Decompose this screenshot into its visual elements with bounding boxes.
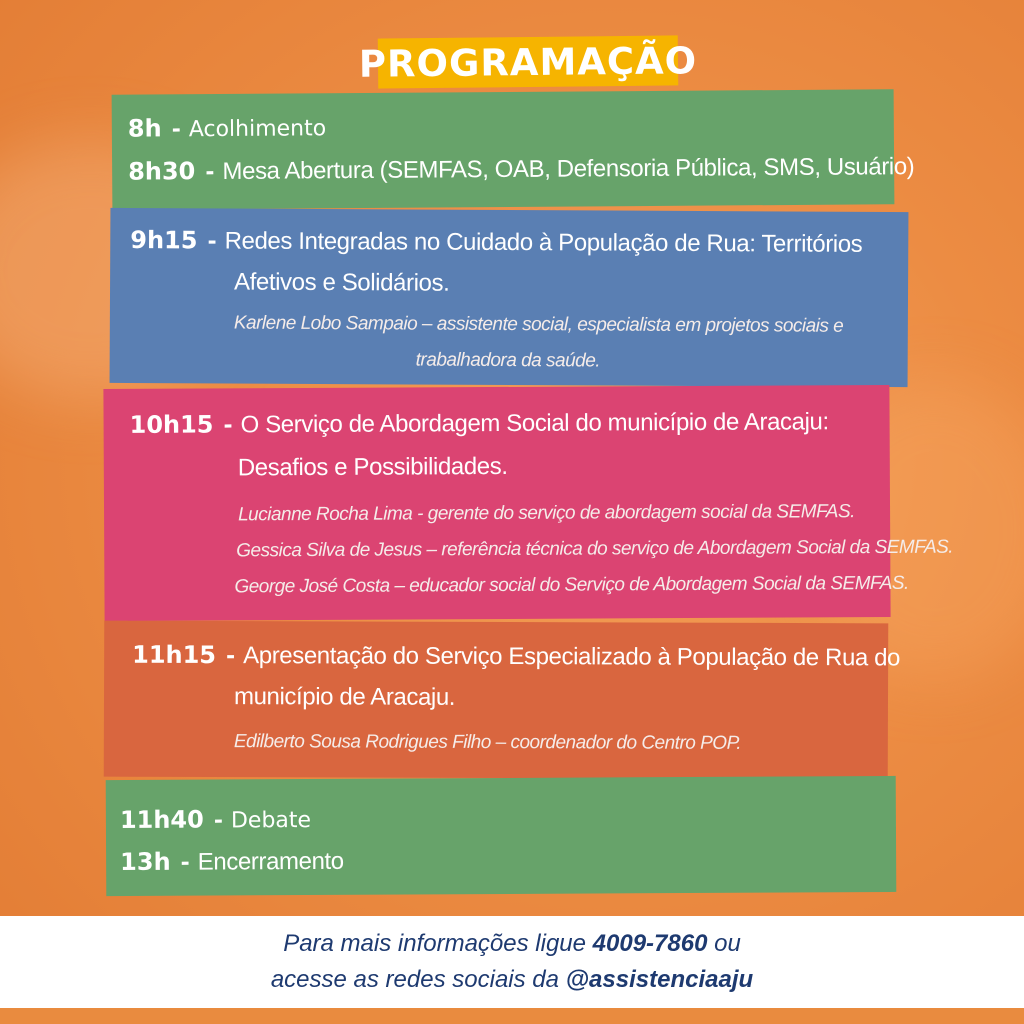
schedule-label-continued: município de Aracaju.	[233, 683, 456, 711]
speaker-line: Lucianne Rocha Lima - gerente do serviço de abordagem social da SEMFAS.	[238, 501, 855, 526]
schedule-label: Debate	[230, 807, 312, 834]
schedule-item: 13h - Encerramento	[120, 847, 344, 876]
speaker-line: trabalhadora da saúde.	[415, 349, 601, 372]
contact-footer	[0, 916, 1024, 1008]
speaker-line: Gessica Silva de Jesus – referência técnica do serviço de Abordagem Social da SEMFAS.	[236, 536, 954, 562]
schedule-block-closing	[106, 776, 897, 896]
schedule-time: 10h15	[129, 410, 214, 439]
phone-number: 4009-7860	[592, 930, 708, 957]
schedule-time: 11h15	[132, 640, 217, 670]
schedule-item: 8h30 - Mesa Abertura (SEMFAS, OAB, Defensoria Pública, SMS, Usuário)	[128, 153, 915, 186]
schedule-item: 11h40 - Debate	[119, 805, 312, 834]
schedule-block-9h15	[110, 208, 909, 387]
page-title: PROGRAMAÇÃO	[358, 38, 698, 86]
speaker-line: Karlene Lobo Sampaio – assistente social, especialista em projetos sociais e	[233, 312, 844, 337]
contact-line-social: acesse as redes sociais da @assistenciaaju	[270, 966, 754, 993]
schedule-label: O Serviço de Abordagem Social do município de Aracaju:	[240, 408, 829, 439]
schedule-label: Apresentação do Serviço Especializado à População de Rua do	[243, 642, 901, 672]
schedule-label: Mesa Abertura (SEMFAS, OAB, Defensoria Pública, SMS, Usuário)	[222, 153, 915, 185]
schedule-time: 8h30	[128, 157, 196, 186]
schedule-time: 9h15	[130, 226, 198, 255]
schedule-label-continued: Afetivos e Solidários.	[234, 268, 450, 297]
schedule-block-11h15	[104, 621, 901, 780]
schedule-time: 11h40	[119, 805, 204, 834]
schedule-label: Acolhimento	[188, 116, 327, 143]
schedule-label: Redes Integradas no Cuidado à População de Rua: Territórios	[224, 227, 863, 258]
schedule-time: 13h	[120, 847, 171, 876]
social-handle: @assistenciaaju	[565, 966, 754, 993]
schedule-block-10h15	[103, 385, 954, 621]
schedule-item: 10h15 - O Serviço de Abordagem Social do município de Aracaju:	[129, 408, 829, 439]
schedule-item: 11h15 - Apresentação do Serviço Especializado à População de Rua do	[132, 640, 901, 672]
page-title-banner	[358, 35, 698, 88]
bottom-band	[0, 1008, 1024, 1024]
schedule-item: 9h15 - Redes Integradas no Cuidado à População de Rua: Territórios	[130, 226, 863, 258]
speaker-line: George José Costa – educador social do Serviço de Abordagem Social da SEMFAS.	[234, 572, 909, 598]
schedule-time: 8h	[127, 114, 162, 143]
schedule-block-opening	[112, 89, 915, 209]
schedule-item: 8h - Acolhimento	[127, 114, 327, 143]
contact-line-phone: Para mais informações ligue 4009-7860 ou	[283, 930, 741, 957]
speaker-line: Edilberto Sousa Rodrigues Filho – coordenador do Centro POP.	[233, 731, 742, 754]
schedule-label-continued: Desafios e Possibilidades.	[237, 452, 508, 482]
schedule-label: Encerramento	[197, 847, 344, 876]
